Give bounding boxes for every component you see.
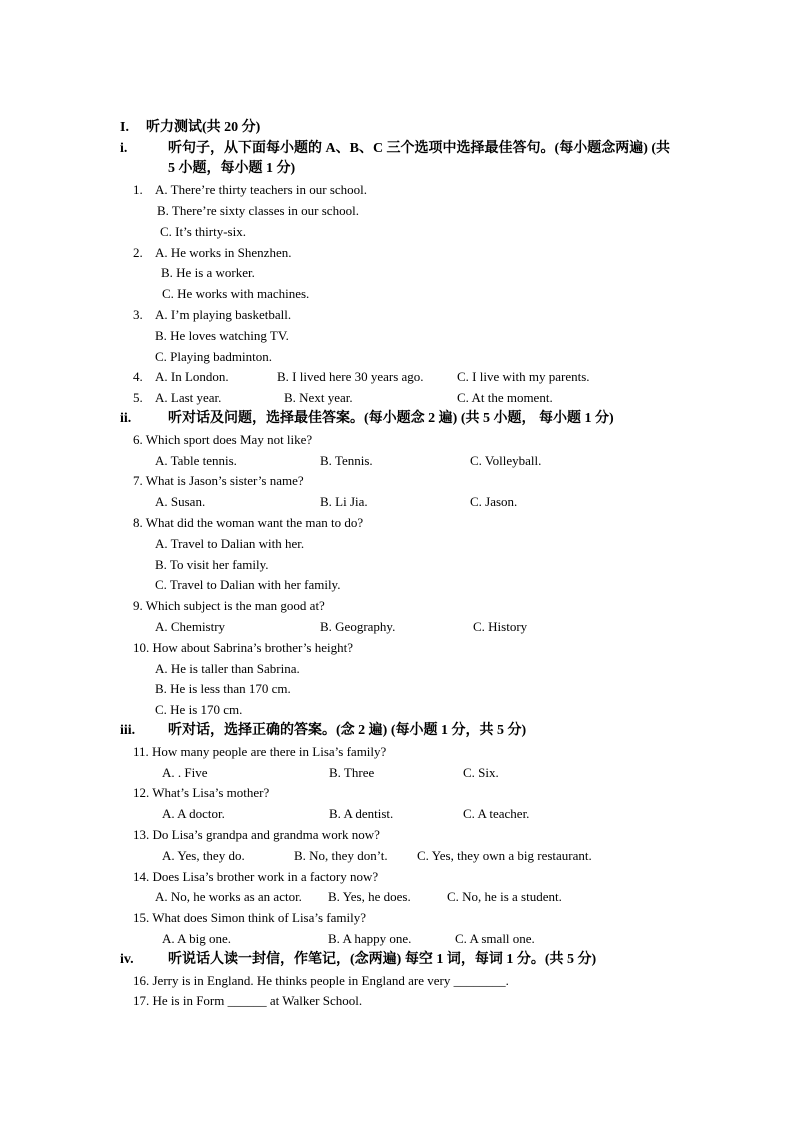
q6-option-b: B. Tennis. bbox=[320, 453, 373, 468]
q1-number: 1. bbox=[133, 182, 143, 197]
q2-option-c: C. He works with machines. bbox=[162, 286, 310, 301]
q2-option-b: B. He is a worker. bbox=[161, 265, 255, 280]
q8-option-c: C. Travel to Dalian with her family. bbox=[155, 577, 341, 592]
q7-option-b: B. Li Jia. bbox=[320, 494, 368, 509]
q7-question: 7. What is Jason’s sister’s name? bbox=[133, 473, 304, 488]
q1-option-a: A. There’re thirty teachers in our school. bbox=[155, 182, 368, 197]
q11-option-b: B. Three bbox=[329, 765, 375, 780]
q17-question: 17. He is in Form ______ at Walker School. bbox=[133, 993, 363, 1008]
q5-option-a: A. Last year. bbox=[155, 390, 222, 405]
q1-option-c: C. It’s thirty-six. bbox=[160, 224, 246, 239]
q3-number: 3. bbox=[133, 307, 143, 322]
q12-option-a: A. A doctor. bbox=[162, 806, 225, 821]
q5-number: 5. bbox=[133, 390, 143, 405]
section-ii-title: 听对话及问题，选择最佳答案。(每小题念 2 遍) (共 5 小题， 每小题 1 分) bbox=[168, 411, 614, 426]
q11-option-a: A. . Five bbox=[162, 765, 208, 780]
q8-option-a: A. Travel to Dalian with her. bbox=[155, 536, 305, 551]
q15-question: 15. What does Simon think of Lisa’s family? bbox=[133, 910, 367, 925]
q6-question: 6. Which sport does May not like? bbox=[133, 432, 313, 447]
q13-option-b: B. No, they don’t. bbox=[294, 848, 388, 863]
q13-option-c: C. Yes, they own a big restaurant. bbox=[417, 848, 592, 863]
q4-option-c: C. I live with my parents. bbox=[457, 369, 590, 384]
q7-option-c: C. Jason. bbox=[470, 494, 518, 509]
q15-option-b: B. A happy one. bbox=[328, 931, 412, 946]
q12-option-b: B. A dentist. bbox=[329, 806, 394, 821]
q13-question: 13. Do Lisa’s grandpa and grandma work now? bbox=[133, 827, 380, 842]
q15-option-c: C. A small one. bbox=[455, 931, 535, 946]
q10-option-a: A. He is taller than Sabrina. bbox=[155, 661, 300, 676]
q5-option-b: B. Next year. bbox=[284, 390, 353, 405]
q9-option-b: B. Geography. bbox=[320, 619, 396, 634]
q3-option-c: C. Playing badminton. bbox=[155, 349, 272, 364]
section-i-number: i. bbox=[120, 141, 128, 156]
q10-option-c: C. He is 170 cm. bbox=[155, 702, 243, 717]
q3-option-a: A. I’m playing basketball. bbox=[155, 307, 292, 322]
q5-option-c: C. At the moment. bbox=[457, 390, 553, 405]
q8-option-b: B. To visit her family. bbox=[155, 557, 269, 572]
q9-option-a: A. Chemistry bbox=[155, 619, 226, 634]
section-i-title: 听句子，从下面每小题的 A、B、C 三个选项中选择最佳答句。(每小题念两遍) (共 bbox=[168, 141, 671, 156]
q2-number: 2. bbox=[133, 245, 143, 260]
q7-option-a: A. Susan. bbox=[155, 494, 206, 509]
section-I-number: I. bbox=[120, 120, 129, 135]
q6-option-a: A. Table tennis. bbox=[155, 453, 237, 468]
section-iv-title: 听说话人读一封信，作笔记，(念两遍) 每空 1 词，每词 1 分。(共 5 分) bbox=[168, 952, 597, 967]
q8-question: 8. What did the woman want the man to do? bbox=[133, 515, 364, 530]
q11-option-c: C. Six. bbox=[463, 765, 499, 780]
q4-number: 4. bbox=[133, 369, 143, 384]
q10-question: 10. How about Sabrina’s brother’s height? bbox=[133, 640, 353, 655]
q15-option-a: A. A big one. bbox=[162, 931, 231, 946]
q9-option-c: C. History bbox=[473, 619, 528, 634]
section-ii-number: ii. bbox=[120, 411, 132, 426]
q16-question: 16. Jerry is in England. He thinks people in England are very ________. bbox=[133, 973, 509, 988]
q12-question: 12. What’s Lisa’s mother? bbox=[133, 785, 270, 800]
q10-option-b: B. He is less than 170 cm. bbox=[155, 681, 291, 696]
section-iii-title: 听对话，选择正确的答案。(念 2 遍) (每小题 1 分，共 5 分) bbox=[168, 723, 527, 738]
q4-option-a: A. In London. bbox=[155, 369, 229, 384]
q1-option-b: B. There’re sixty classes in our school. bbox=[157, 203, 359, 218]
section-iv-number: iv. bbox=[120, 952, 134, 967]
section-I-title: 听力测试(共 20 分) bbox=[146, 120, 261, 135]
q14-option-a: A. No, he works as an actor. bbox=[155, 889, 302, 904]
q14-option-c: C. No, he is a student. bbox=[447, 889, 562, 904]
q6-option-c: C. Volleyball. bbox=[470, 453, 542, 468]
q9-question: 9. Which subject is the man good at? bbox=[133, 598, 325, 613]
section-iii-number: iii. bbox=[120, 723, 136, 738]
q11-question: 11. How many people are there in Lisa’s family? bbox=[133, 744, 387, 759]
section-i-title-cont: 5 小题，每小题 1 分) bbox=[168, 161, 296, 176]
q4-option-b: B. I lived here 30 years ago. bbox=[277, 369, 424, 384]
q14-option-b: B. Yes, he does. bbox=[328, 889, 411, 904]
q3-option-b: B. He loves watching TV. bbox=[155, 328, 289, 343]
q12-option-c: C. A teacher. bbox=[463, 806, 530, 821]
q14-question: 14. Does Lisa’s brother work in a factory now? bbox=[133, 869, 379, 884]
q2-option-a: A. He works in Shenzhen. bbox=[155, 245, 292, 260]
q13-option-a: A. Yes, they do. bbox=[162, 848, 245, 863]
